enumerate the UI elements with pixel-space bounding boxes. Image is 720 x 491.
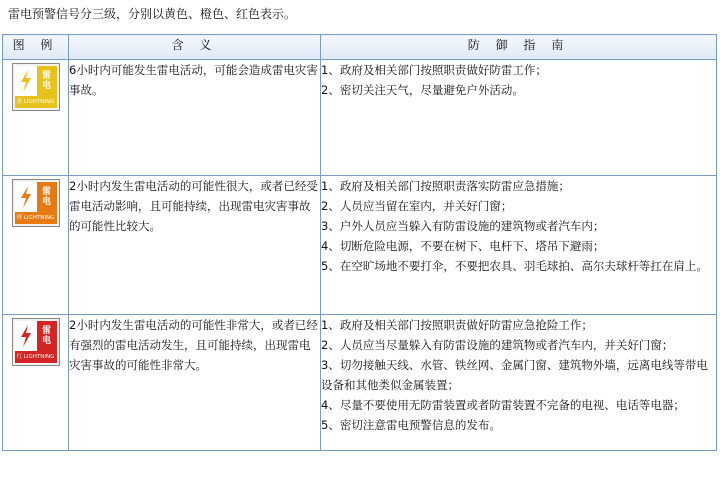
signal-char-1: 雷 [41, 71, 51, 81]
guide-item: 4、切断危险电源，不要在树下、电杆下、塔吊下避雨； [321, 239, 605, 253]
signal-char-2: 电 [41, 336, 51, 346]
guide-item: 2、人员应当留在室内，并关好门窗； [321, 199, 513, 213]
guide-item: 2、人员应当尽量躲入有防雷设施的建筑物或者汽车内，并关好门窗； [321, 338, 674, 352]
guide-item: 3、切勿接触天线、水管、铁丝网、金属门窗、建筑物外墙，远离电线等带电设备和其他类似金属装置； [321, 358, 708, 392]
guide-cell [321, 176, 717, 315]
table-row-yellow [3, 60, 717, 176]
table-header-row [3, 35, 717, 60]
table-row-red [3, 315, 717, 451]
guide-item: 2、密切关注天气，尽量避免户外活动。 [321, 83, 524, 97]
signal-caption: 红 LIGHTNING [15, 351, 57, 363]
header-guide: 防 御 指 南 [321, 35, 717, 60]
guide-cell [321, 315, 717, 451]
signal-char-1: 雷 [41, 187, 51, 197]
lightning-bolt-icon [15, 182, 37, 212]
orange-lightning-signal-icon [12, 179, 60, 227]
meaning-cell: 6小时内可能发生雷电活动，可能会造成雷电灾害事故。 [69, 60, 321, 176]
guide-item: 5、密切注意雷电预警信息的发布。 [321, 418, 501, 432]
signal-char-1: 雷 [41, 326, 51, 336]
meaning-cell: 2小时内发生雷电活动的可能性非常大，或者已经有强烈的雷电活动发生，且可能持续，出现雷电灾害事故的可能性非常大。 [69, 315, 321, 451]
guide-item: 1、政府及相关部门按照职责做好防雷工作； [321, 63, 547, 77]
signal-caption: 黄 LIGHTNING [15, 96, 57, 108]
red-lightning-signal-icon [12, 318, 60, 366]
meaning-cell: 2小时内发生雷电活动的可能性很大，或者已经受雷电活动影响，且可能持续，出现雷电灾害事故的可能性比较大。 [69, 176, 321, 315]
guide-item: 1、政府及相关部门按照职责做好防雷应急抢险工作； [321, 318, 593, 332]
intro-text: 雷电预警信号分三级，分别以黄色、橙色、红色表示。 [8, 7, 297, 21]
signal-char-2: 电 [41, 81, 51, 91]
guide-item: 4、尽量不要使用无防雷装置或者防雷装置不完备的电视、电话等电器； [321, 398, 685, 412]
lightning-bolt-icon [15, 321, 37, 351]
header-legend: 图 例 [3, 35, 69, 60]
lightning-bolt-icon [15, 66, 37, 96]
guide-item: 5、在空旷场地不要打伞，不要把农具、羽毛球拍、高尔夫球杆等扛在肩上。 [321, 259, 708, 273]
lightning-warning-table [2, 34, 717, 451]
guide-item: 1、政府及相关部门按照职责落实防雷应急措施； [321, 179, 570, 193]
signal-caption: 橙 LIGHTNING [15, 212, 57, 224]
yellow-lightning-signal-icon [12, 63, 60, 111]
signal-char-2: 电 [41, 197, 51, 207]
header-meaning: 含 义 [69, 35, 321, 60]
guide-item: 3、户外人员应当躲入有防雷设施的建筑物或者汽车内； [321, 219, 605, 233]
guide-cell [321, 60, 717, 176]
table-row-orange [3, 176, 717, 315]
